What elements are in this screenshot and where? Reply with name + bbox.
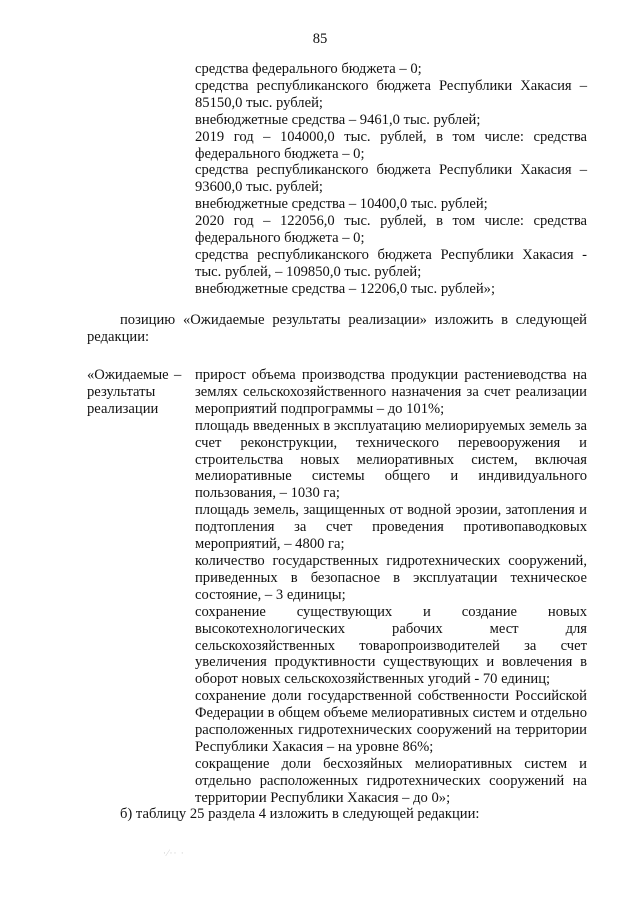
faint-mark: ·⁄·· · [163, 848, 185, 858]
budget-paragraph: 2019 год – 104000,0 тыс. рублей, в том числе: средства федерального бюджета – 0; [195, 128, 587, 162]
page-number: 85 [312, 31, 328, 47]
results-block [195, 367, 587, 807]
label-line: результаты [87, 383, 156, 400]
budget-paragraph: внебюджетные средства – 10400,0 тыс. рублей; [195, 196, 488, 213]
budget-paragraph: средства республиканского бюджета Республики Хакасия – 85150,0 тыс. рублей; [195, 77, 587, 111]
result-paragraph: сокращение доли бесхозяйных мелиоративных систем и отдельно расположенных гидротехнических сооружений на территории Республики Хакасия – до 0»; [195, 755, 587, 806]
budget-paragraph: внебюджетные средства – 12206,0 тыс. рублей»; [195, 280, 496, 297]
position-line-1: позицию «Ожидаемые результаты реализации» изложить в следующей [120, 312, 587, 328]
label-line: реализации [87, 400, 159, 417]
result-paragraph: сохранение существующих и создание новых высокотехнологических рабочих мест для сельскохозяйственных товаропроизводителей за счет увеличения продуктивности существующих и вовлечения в оборот новых сельскохозяйственных угодий - 70 единиц; [195, 603, 587, 688]
result-paragraph: прирост объема производства продукции растениеводства на землях сельскохозяйственного назначения за счет реализации мероприятий подпрограммы – до 101%; [195, 367, 587, 417]
position-instruction-cont [87, 329, 587, 346]
result-paragraph: площадь земель, защищенных от водной эрозии, затопления и подтопления за счет проведения противопаводковых мероприятий, – 4800 га; [195, 502, 587, 553]
position-line-2: редакции: [87, 329, 150, 345]
budget-paragraph: внебюджетные средства – 9461,0 тыс. рублей; [195, 111, 481, 128]
label-line: «Ожидаемые [87, 367, 169, 383]
budget-paragraph: средства республиканского бюджета Республики Хакасия - тыс. рублей, – 109850,0 тыс. рублей; [195, 246, 587, 280]
position-instruction [120, 312, 587, 329]
budget-paragraph: средства федерального бюджета – 0; [195, 61, 422, 77]
budget-block [195, 61, 587, 298]
table-instruction: б) таблицу 25 раздела 4 изложить в следующей редакции: [120, 806, 480, 822]
budget-paragraph: средства республиканского бюджета Республики Хакасия – 93600,0 тыс. рублей; [195, 162, 587, 196]
result-paragraph: площадь введенных в эксплуатацию мелиорируемых земель за счет реконструкции, технического перевооружения и строительства новых мелиоративных систем, включая мелиоративные системы общего и индивидуального пользования, – 1030 га; [195, 417, 587, 502]
label-dash: – [174, 367, 182, 383]
result-paragraph: сохранение доли государственной собственности Российской Федерации в общем объеме мелиоративных систем и отдельно расположенных гидротехнических сооружений на территории Республики Хакасия – на уровне 86%; [195, 688, 587, 755]
budget-paragraph: 2020 год – 122056,0 тыс. рублей, в том числе: средства федерального бюджета – 0; [195, 213, 587, 247]
result-paragraph: количество государственных гидротехнических сооружений, приведенных в безопасное в эксплуатации техническое состояние, – 3 единицы; [195, 552, 587, 603]
results-label [87, 367, 187, 418]
